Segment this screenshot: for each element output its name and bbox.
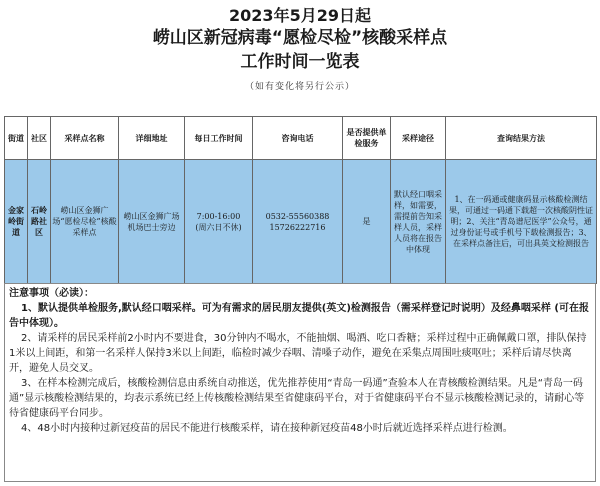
cell-single-test: 是 (343, 160, 391, 284)
table-row (5, 160, 597, 284)
notes-item-2: 2、请采样的居民采样前2小时内不要进食，30分钟内不喝水，不能抽烟、喝酒、吃口香糖；采样过程中正确佩戴口罩，排队保持1米以上间距，和第一名采样人保持3米以上间距，临检时减少吞咽、清嗓子动作，避免在采集点周围吐痰呕吐；采样后请尽快离开，避免人员交叉。 (9, 333, 587, 374)
cell-address: 崂山区金狮广场机场巴士旁边 (119, 160, 185, 284)
page-subtitle: 工作时间一览表 (240, 52, 360, 72)
cell-hours (185, 160, 253, 284)
phone-landline: 0532-55560388 (265, 211, 330, 221)
hours-note: (周六日不休) (195, 222, 242, 232)
cell-method: 默认经口咽采样，如需要，需提前告知采样人员，采样人员将在报告中体现 (391, 160, 446, 284)
date-line: 2023年5月29日起 (229, 6, 371, 25)
notes-item-3: 3、在样本检测完成后，核酸检测信息由系统自动推送，优先推荐使用“青岛一码通”查验本人在青核酸检测结果。凡是“青岛一码通”显示核酸检测结果的，均表示系统已经上传核酸检测结果至省健康码平台，对于省健康码平台不显示核酸检测记录的，请耐心等待省健康码平台同步。 (9, 378, 585, 419)
table-header-row (5, 117, 597, 160)
notes-item-1: 1、默认提供单检服务,默认经口咽采样。可为有需求的居民朋友提供(英文)检测报告（需采样登记时说明）及经鼻咽采样 (可在报告中体现）。 (9, 303, 589, 329)
cell-community: 石岭路社区 (28, 160, 51, 284)
cell-phone (253, 160, 343, 284)
cell-street: 金家岭街道 (5, 160, 28, 284)
notes-section (4, 283, 596, 482)
col-header-phone: 咨询电话 (253, 117, 343, 160)
hours-text: 7:00-16:00 (196, 211, 241, 221)
phone-mobile: 15726222716 (269, 222, 326, 232)
col-header-street: 街道 (5, 117, 28, 160)
col-header-address: 详细地址 (119, 117, 185, 160)
col-header-single-test: 是否提供单检服务 (343, 117, 391, 160)
col-header-hours: 每日工作时间 (185, 117, 253, 160)
notes-heading: 注意事项（必读）： (9, 288, 94, 299)
col-header-query: 查询结果方法 (446, 117, 597, 160)
cell-query: 1、在一码通或健康码显示核酸检测结果，可通过一码通下载超一次核酸阴性证明；2、关注“青岛谱尼医学”公众号，通过身份证号或手机号下载检测报告；3、在采样点备注后，可出具英文检测报告 (446, 160, 597, 284)
col-header-site-name: 采样点名称 (51, 117, 119, 160)
sampling-site-table (4, 116, 597, 284)
change-remark: （如有变化将另行公示） (244, 82, 355, 92)
col-header-community: 社区 (28, 117, 51, 160)
col-header-method: 采样途径 (391, 117, 446, 160)
page-title: 崂山区新冠病毒“愿检尽检”核酸采样点 (152, 28, 448, 48)
cell-site-name: 崂山区金狮广场“愿检尽检”核酸采样点 (51, 160, 119, 284)
notes-item-4: 4、48小时内接种过新冠疫苗的居民不能进行核酸采样，请在接种新冠疫苗48小时后就近选择采样点进行检测。 (21, 423, 513, 434)
